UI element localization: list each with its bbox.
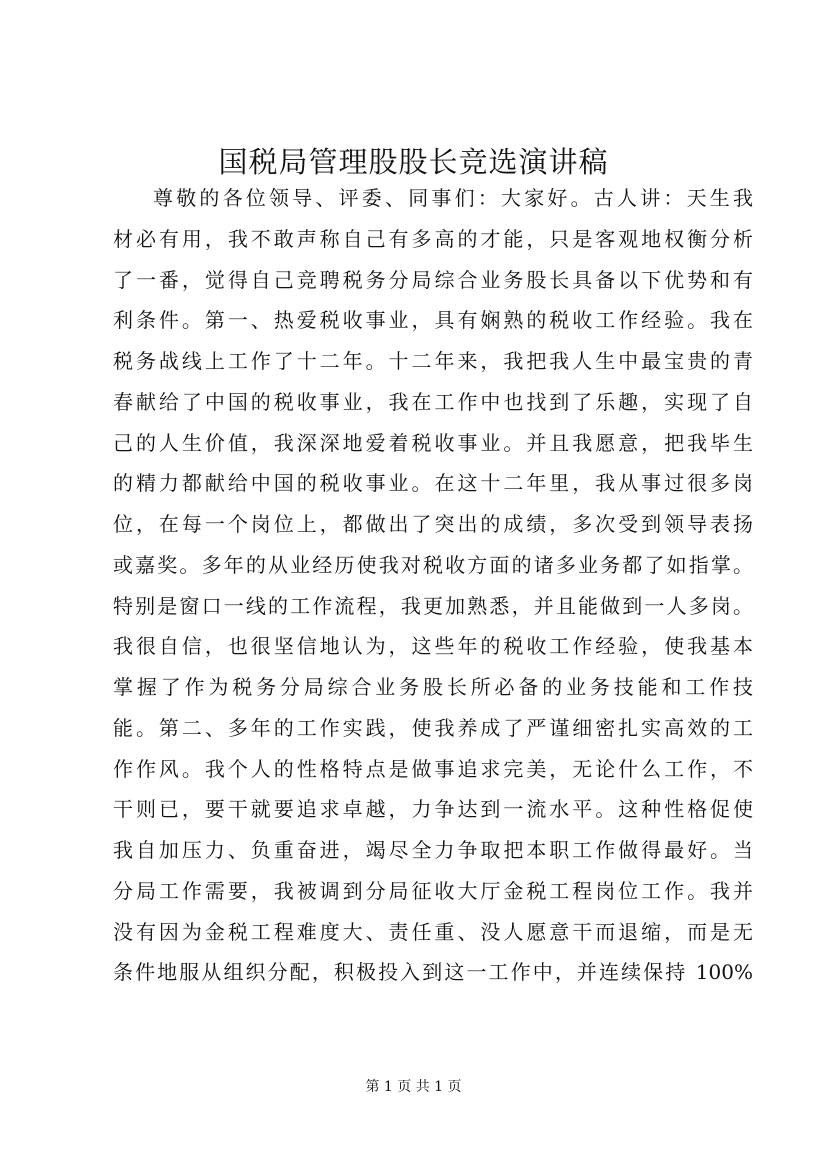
body-line: 我自加压力、负重奋进，竭尽全力争取把本职工作做得最好。当 [113,838,753,862]
body-line: 干则已，要干就要追求卓越，力争达到一流水平。这种性格促使 [113,797,753,822]
body-line: 没有因为金税工程难度大、责任重、没人愿意干而退缩，而是无 [113,919,753,944]
body-line: 材必有用，我不敢声称自己有多高的才能，只是客观地权衡分析 [113,226,753,251]
body-line: 利条件。第一、热爱税收事业，具有娴熟的税收工作经验。我在 [113,308,753,333]
body-line: 分局工作需要，我被调到分局征收大厅金税工程岗位工作。我并 [113,878,753,903]
body-line: 我很自信，也很坚信地认为，这些年的税收工作经验，使我基本 [113,634,753,659]
body-line: 或嘉奖。多年的从业经历使我对税收方面的诸多业务都了如指掌。 [113,552,753,577]
body-line: 能。第二、多年的工作实践，使我养成了严谨细密扎实高效的工 [113,715,753,740]
document-title: 国税局管理股股长竞选演讲稿 [218,145,609,179]
body-line: 条件地服从组织分配，积极投入到这一工作中，并连续保持 100% [113,960,753,985]
body-line: 春献给了中国的税收事业，我在工作中也找到了乐趣，实现了自 [113,389,753,414]
body-line: 己的人生价值，我深深地爱着税收事业。并且我愿意，把我毕生 [113,430,753,455]
page-number: 第 1 页 共 1 页 [365,1079,462,1095]
body-line: 掌握了作为税务分局综合业务股长所必备的业务技能和工作技 [113,675,753,699]
body-line: 尊敬的各位领导、评委、同事们：大家好。古人讲：天生我 [153,186,753,210]
body-line: 特别是窗口一线的工作流程，我更加熟悉，并且能做到一人多岗。 [113,593,753,618]
document-body [113,178,753,993]
body-line: 税务战线上工作了十二年。十二年来，我把我人生中最宝贵的青 [113,349,753,373]
body-line: 了一番，觉得自己竞聘税务分局综合业务股长具备以下优势和有 [113,267,753,292]
body-line: 的精力都献给中国的税收事业。在这十二年里，我从事过很多岗 [113,471,753,496]
body-line: 位，在每一个岗位上，都做出了突出的成绩，多次受到领导表扬 [113,512,753,536]
body-line: 作作风。我个人的性格特点是做事追求完美，无论什么工作，不 [113,756,753,781]
